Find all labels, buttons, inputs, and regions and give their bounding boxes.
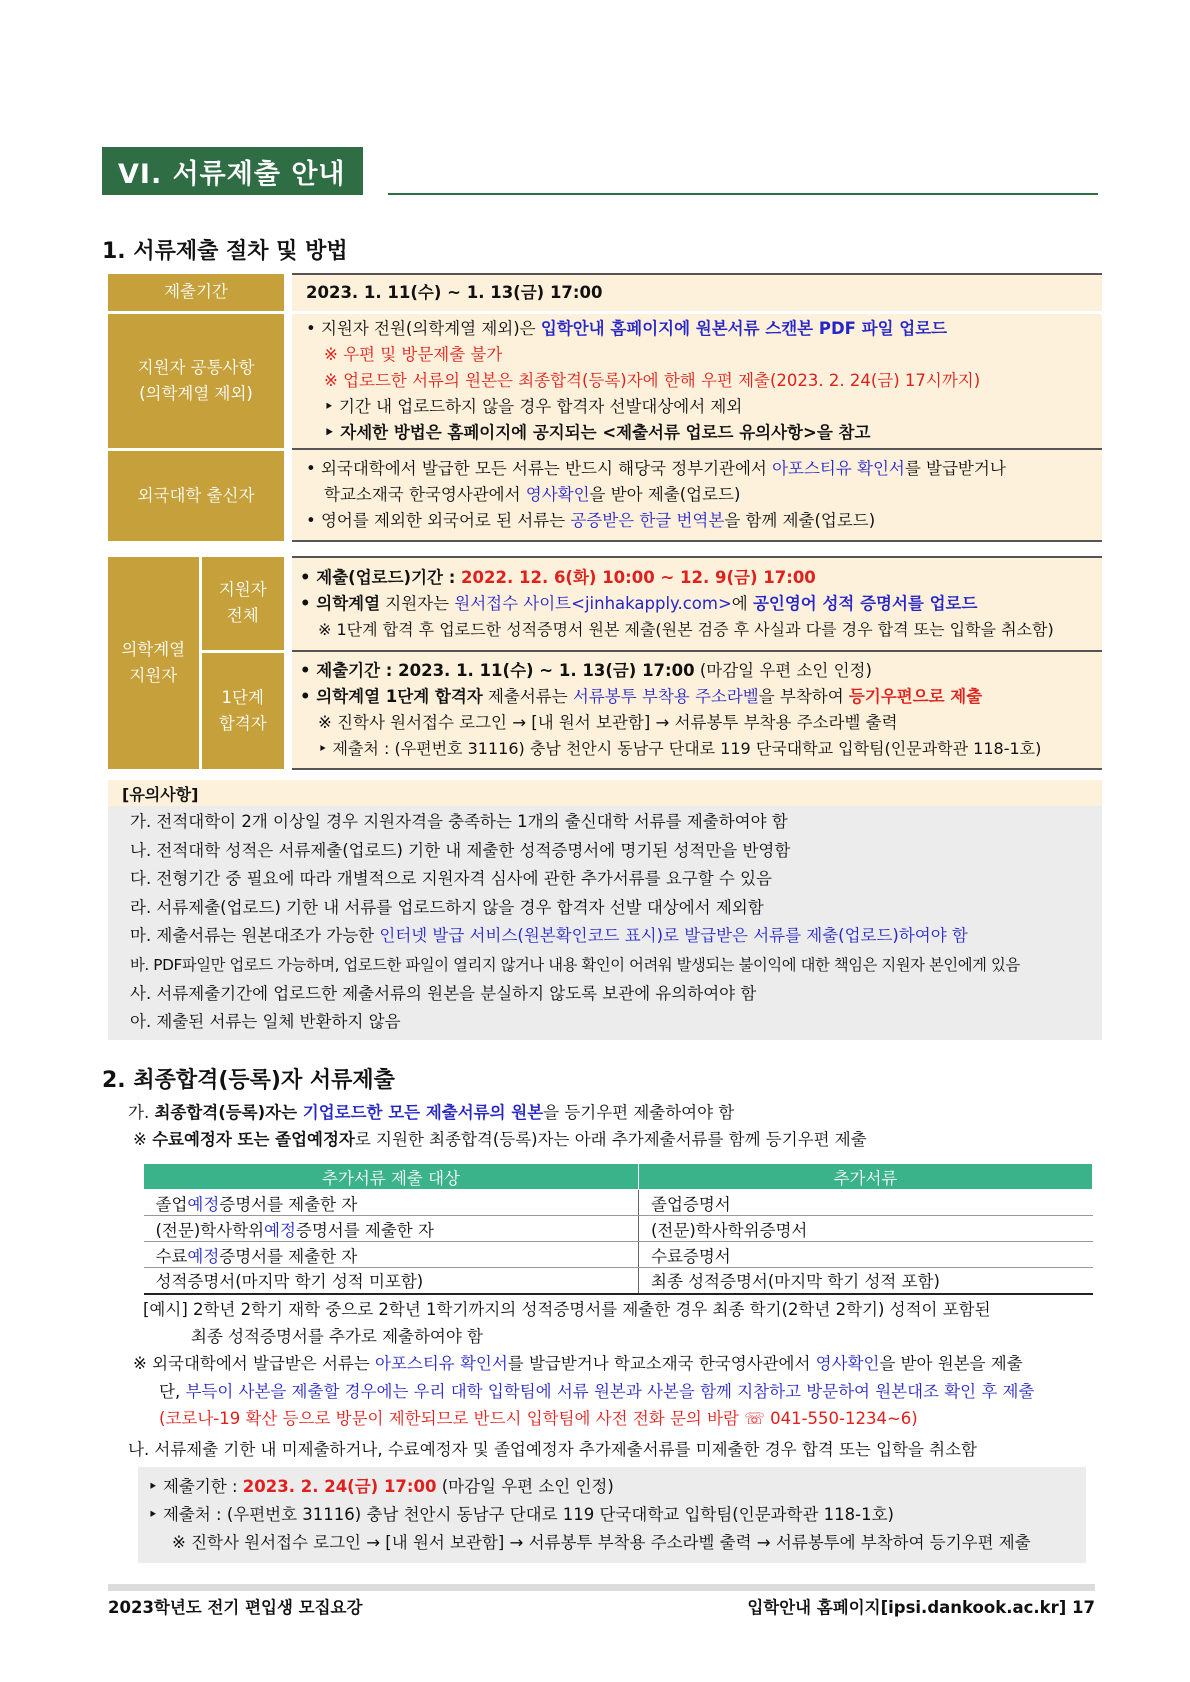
f2b: 부득이 사본을 제출할 경우에는 우리 대학 입학팀에 서류 원본과 사본을 함께 지참하고 방문하여 원본대조 확인 후 제출 (185, 1381, 1035, 1401)
additional-docs-table (143, 1163, 1093, 1295)
cell-target-a1: (전문)학사학위 (155, 1220, 265, 1240)
foreign-label: 외국대학 출신자 (108, 449, 284, 541)
medical-all-l2d: 에 (731, 594, 753, 613)
foreign-l2b: 영사확인 (525, 485, 590, 504)
medical-stage1-l2a: • 의학계열 1단계 합격자 (300, 687, 483, 706)
table-row (144, 1242, 1093, 1268)
cell-doc: 졸업증명서 (639, 1190, 1093, 1216)
submission-info-box (138, 1467, 1086, 1563)
cell-target-a2: 예정 (264, 1220, 296, 1240)
foreign-l1a: • 외국대학에서 발급한 모든 서류는 반드시 해당국 정부기관에서 (306, 459, 773, 478)
note-da: 다. 전형기간 중 필요에 따라 개별적으로 지원자격 심사에 관한 추가서류를 요구할 수 있음 (130, 869, 772, 889)
example-block (143, 1296, 991, 1350)
note-ga: 가. 전적대학이 2개 이상일 경우 지원자격을 충족하는 1개의 출신대학 서류를 제출하여야 함 (130, 812, 788, 831)
s2-ga-c: 기업로드한 모든 제출서류의 원본 (302, 1103, 544, 1122)
table-row (144, 1190, 1093, 1216)
medical-all-content (292, 557, 1102, 651)
common-l2: ※ 우편 및 방문제출 불가 (324, 344, 503, 364)
cell-target (144, 1242, 639, 1268)
f1c: 를 발급받거나 학교소재국 한국영사관에서 (507, 1354, 816, 1373)
footer-title: 2023학년도 전기 편입생 모집요강 (108, 1598, 363, 1617)
note-ma (108, 922, 1102, 951)
box-l1b: 2023. 2. 24(금) 17:00 (242, 1477, 437, 1496)
section-2-heading: 2. 최종합격(등록)자 서류제출 (102, 1068, 395, 1093)
medical-all-l2c: 원서접수 사이트<jinhakapply.com> (454, 594, 732, 613)
common-l4: ‣ 기간 내 업로드하지 않을 경우 합격자 선발대상에서 제외 (324, 396, 743, 416)
medical-all-l1b: 2022. 12. 6(화) 10:00 ~ 12. 9(금) 17:00 (461, 568, 816, 587)
common-l1b: 입학안내 홈페이지에 원본서류 스캔본 PDF 파일 업로드 (540, 318, 948, 338)
common-label (108, 312, 284, 449)
common-label-line1: 지원자 공통사항 (137, 357, 255, 377)
f1a: ※ 외국대학에서 발급받은 서류는 (133, 1354, 376, 1373)
cell-doc: 최종 성적증명서(마지막 학기 성적 포함) (639, 1268, 1093, 1294)
note-ma-a: 마. 제출서류는 원본대조가 가능한 (130, 926, 380, 946)
box-l2: ‣ 제출처 : (우편번호 31116) 충남 천안시 동남구 단대로 119 단국대학교 입학팀(인문과학관 118-1호) (148, 1505, 894, 1524)
cell-target-a1: 성적증명서(마지막 학기 성적 미포함) (155, 1272, 424, 1292)
cell-doc: (전문)학사학위증명서 (639, 1216, 1093, 1242)
medical-label (108, 557, 200, 769)
period-value: 2023. 1. 11(수) ~ 1. 13(금) 17:00 (292, 274, 1102, 312)
medical-all-label (200, 557, 284, 651)
note-sa: 사. 서류제출기간에 업로드한 제출서류의 원본을 분실하지 않도록 보관에 유의하여야 함 (130, 983, 757, 1003)
f1e: 을 받아 원본을 제출 (879, 1354, 1023, 1373)
period-label: 제출기간 (108, 274, 284, 312)
medical-table (108, 556, 1102, 770)
f1d: 영사확인 (815, 1354, 880, 1373)
note-ma-b: 인터넷 발급 서비스(원본확인코드 표시)로 발급받은 서류를 제출(업로드)하여야 함 (379, 926, 968, 946)
box-l3: ※ 진학사 원서접수 로그인 → [내 원서 보관함] → 서류봉투 부착용 주소라벨 출력 → 서류봉투에 부착하여 등기우편 제출 (172, 1533, 1031, 1552)
foreign-note (133, 1350, 1034, 1433)
f3: (코로나-19 확산 등으로 방문이 제한되므로 반드시 입학팀에 사전 전화 문의 바람 ☏ 041-550-1234~6) (159, 1409, 918, 1428)
col-header-target: 추가서류 제출 대상 (144, 1164, 639, 1190)
cell-target-a3: 증명서를 제출한 자 (219, 1194, 358, 1214)
section2-ga (128, 1099, 734, 1123)
medical-stage1-label (200, 651, 284, 769)
note-ra: 라. 서류제출(업로드) 기한 내 서류를 업로드하지 않을 경우 합격자 선발 대상에서 제외함 (130, 897, 764, 917)
f2a: 단, (159, 1381, 186, 1401)
cell-doc: 수료증명서 (639, 1242, 1093, 1268)
notes-heading: [유의사항] (108, 780, 1102, 806)
common-l1a: • 지원자 전원(의학계열 제외)은 (306, 318, 541, 338)
common-l5: ‣ 자세한 방법은 홈페이지에 공지되는 <제출서류 업로드 유의사항>을 참고 (324, 422, 871, 442)
medical-stage1-l1a: • 제출기간 : 2023. 1. 11(수) ~ 1. 13(금) 17:00 (300, 661, 695, 680)
s2-ga-b: 최종합격(등록)자는 (154, 1103, 303, 1122)
cell-target-a1: 수료 (155, 1246, 188, 1266)
foreign-l3c: 을 함께 제출(업로드) (724, 511, 876, 530)
table-row (144, 1268, 1093, 1294)
foreign-l3b: 공증받은 한글 번역본 (570, 511, 725, 530)
section2-na: 나. 서류제출 기한 내 미제출하거나, 수료예정자 및 졸업예정자 추가제출서류를 미제출한 경우 합격 또는 입학을 취소함 (128, 1440, 977, 1459)
medical-stage1-l2b: 제출서류는 (482, 687, 573, 706)
cell-target-a2: 예정 (187, 1194, 220, 1214)
submission-table (108, 273, 1102, 542)
medical-all-l1a: • 제출(업로드)기간 : (300, 568, 462, 587)
s2-note-a: ※ (133, 1130, 153, 1149)
example-line2: 최종 성적증명서를 추가로 제출하여야 함 (191, 1327, 483, 1346)
notes-box (108, 780, 1102, 1040)
footer-page-info: 입학안내 홈페이지[ipsi.dankook.ac.kr] 17 (747, 1598, 1095, 1617)
medical-all-l2e: 공인영어 성적 증명서를 업로드 (752, 594, 978, 613)
medical-stage1-label1: 1단계 (221, 687, 264, 707)
medical-all-label1: 지원자 (218, 580, 267, 600)
note-a: 아. 제출된 서류는 일체 반환하지 않음 (130, 1012, 401, 1032)
cell-target (144, 1216, 639, 1242)
chapter-divider (388, 193, 1098, 195)
note-na: 나. 전적대학 성적은 서류제출(업로드) 기한 내 제출한 성적증명서에 명기된 성적만을 반영함 (130, 840, 791, 860)
medical-label-line1: 의학계열 (121, 640, 186, 659)
common-content (292, 312, 1102, 449)
medical-stage1-l2e: 등기우편으로 제출 (848, 687, 983, 706)
medical-all-l2b: 지원자는 (380, 594, 455, 613)
cell-target-a2: 예정 (187, 1246, 220, 1266)
footer-divider (108, 1584, 1095, 1591)
section-1-heading: 1. 서류제출 절차 및 방법 (102, 239, 348, 264)
medical-stage1-l3: ※ 진학사 원서접수 로그인 → [내 원서 보관함] → 서류봉투 부착용 주소라벨 출력 (318, 713, 898, 732)
medical-all-label2: 전체 (226, 606, 259, 626)
common-l3: ※ 업로드한 서류의 원본은 최종합격(등록)자에 한해 우편 제출(2023. 2. 24(금) 17시까지) (324, 370, 981, 390)
table-row (144, 1216, 1093, 1242)
foreign-l2c: 을 받아 제출(업로드) (589, 485, 741, 504)
medical-stage1-label2: 합격자 (218, 713, 267, 733)
cell-target (144, 1190, 639, 1216)
medical-stage1-content (292, 651, 1102, 769)
section2-note (133, 1126, 867, 1150)
medical-stage1-l2c: 서류봉투 부착용 주소라벨 (572, 687, 759, 706)
chapter-title: VI. 서류제출 안내 (102, 147, 363, 195)
foreign-l2a: 학교소재국 한국영사관에서 (324, 485, 526, 504)
medical-stage1-l1b: (마감일 우편 소인 인정) (694, 661, 872, 680)
s2-note-b: 수료예정자 또는 졸업예정자 (152, 1130, 355, 1149)
cell-target-a3: 증명서를 제출한 자 (295, 1220, 434, 1240)
foreign-content (292, 449, 1102, 541)
example-line1: [예시] 2학년 2학기 재학 중으로 2학년 1학기까지의 성적증명서를 제출한 경우 최종 학기(2학년 2학기) 성적이 포함된 (143, 1300, 991, 1319)
foreign-l3a: • 영어를 제외한 외국어로 된 서류는 (306, 511, 571, 530)
col-header-docs: 추가서류 (639, 1164, 1093, 1190)
medical-label-line2: 지원자 (129, 666, 178, 685)
cell-target-a1: 졸업 (155, 1194, 188, 1214)
cell-target (144, 1268, 639, 1294)
medical-all-l3: ※ 1단계 합격 후 업로드한 성적증명서 원본 제출(원본 검증 후 사실과 다를 경우 합격 또는 입학을 취소함) (318, 620, 1054, 639)
medical-stage1-l2d: 을 부착하여 (758, 687, 849, 706)
medical-stage1-l4: ‣ 제출처 : (우편번호 31116) 충남 천안시 동남구 단대로 119 단국대학교 입학팀(인문과학관 118-1호) (318, 739, 1042, 758)
s2-ga-a: 가. (128, 1103, 155, 1122)
box-l1a: ‣ 제출기한 : (148, 1477, 243, 1496)
foreign-l1c: 를 발급받거나 (904, 459, 1006, 478)
foreign-l1b: 아포스티유 확인서 (772, 459, 905, 478)
medical-all-l2a: • 의학계열 (300, 594, 381, 613)
cell-target-a3: 증명서를 제출한 자 (219, 1246, 358, 1266)
common-label-line2: (의학계열 제외) (139, 383, 253, 403)
s2-ga-d: 을 등기우편 제출하여야 함 (543, 1103, 735, 1122)
f1b: 아포스티유 확인서 (375, 1354, 508, 1373)
s2-note-c: 로 지원한 최종합격(등록)자는 아래 추가제출서류를 함께 등기우편 제출 (354, 1130, 867, 1149)
note-ba: 바. PDF파일만 업로드 가능하며, 업로드한 파일이 열리지 않거나 내용 확인이 어려워 발생되는 불이익에 대한 책임은 지원자 본인에게 있음 (130, 955, 1020, 974)
box-l1c: (마감일 우편 소인 인정) (436, 1477, 614, 1496)
